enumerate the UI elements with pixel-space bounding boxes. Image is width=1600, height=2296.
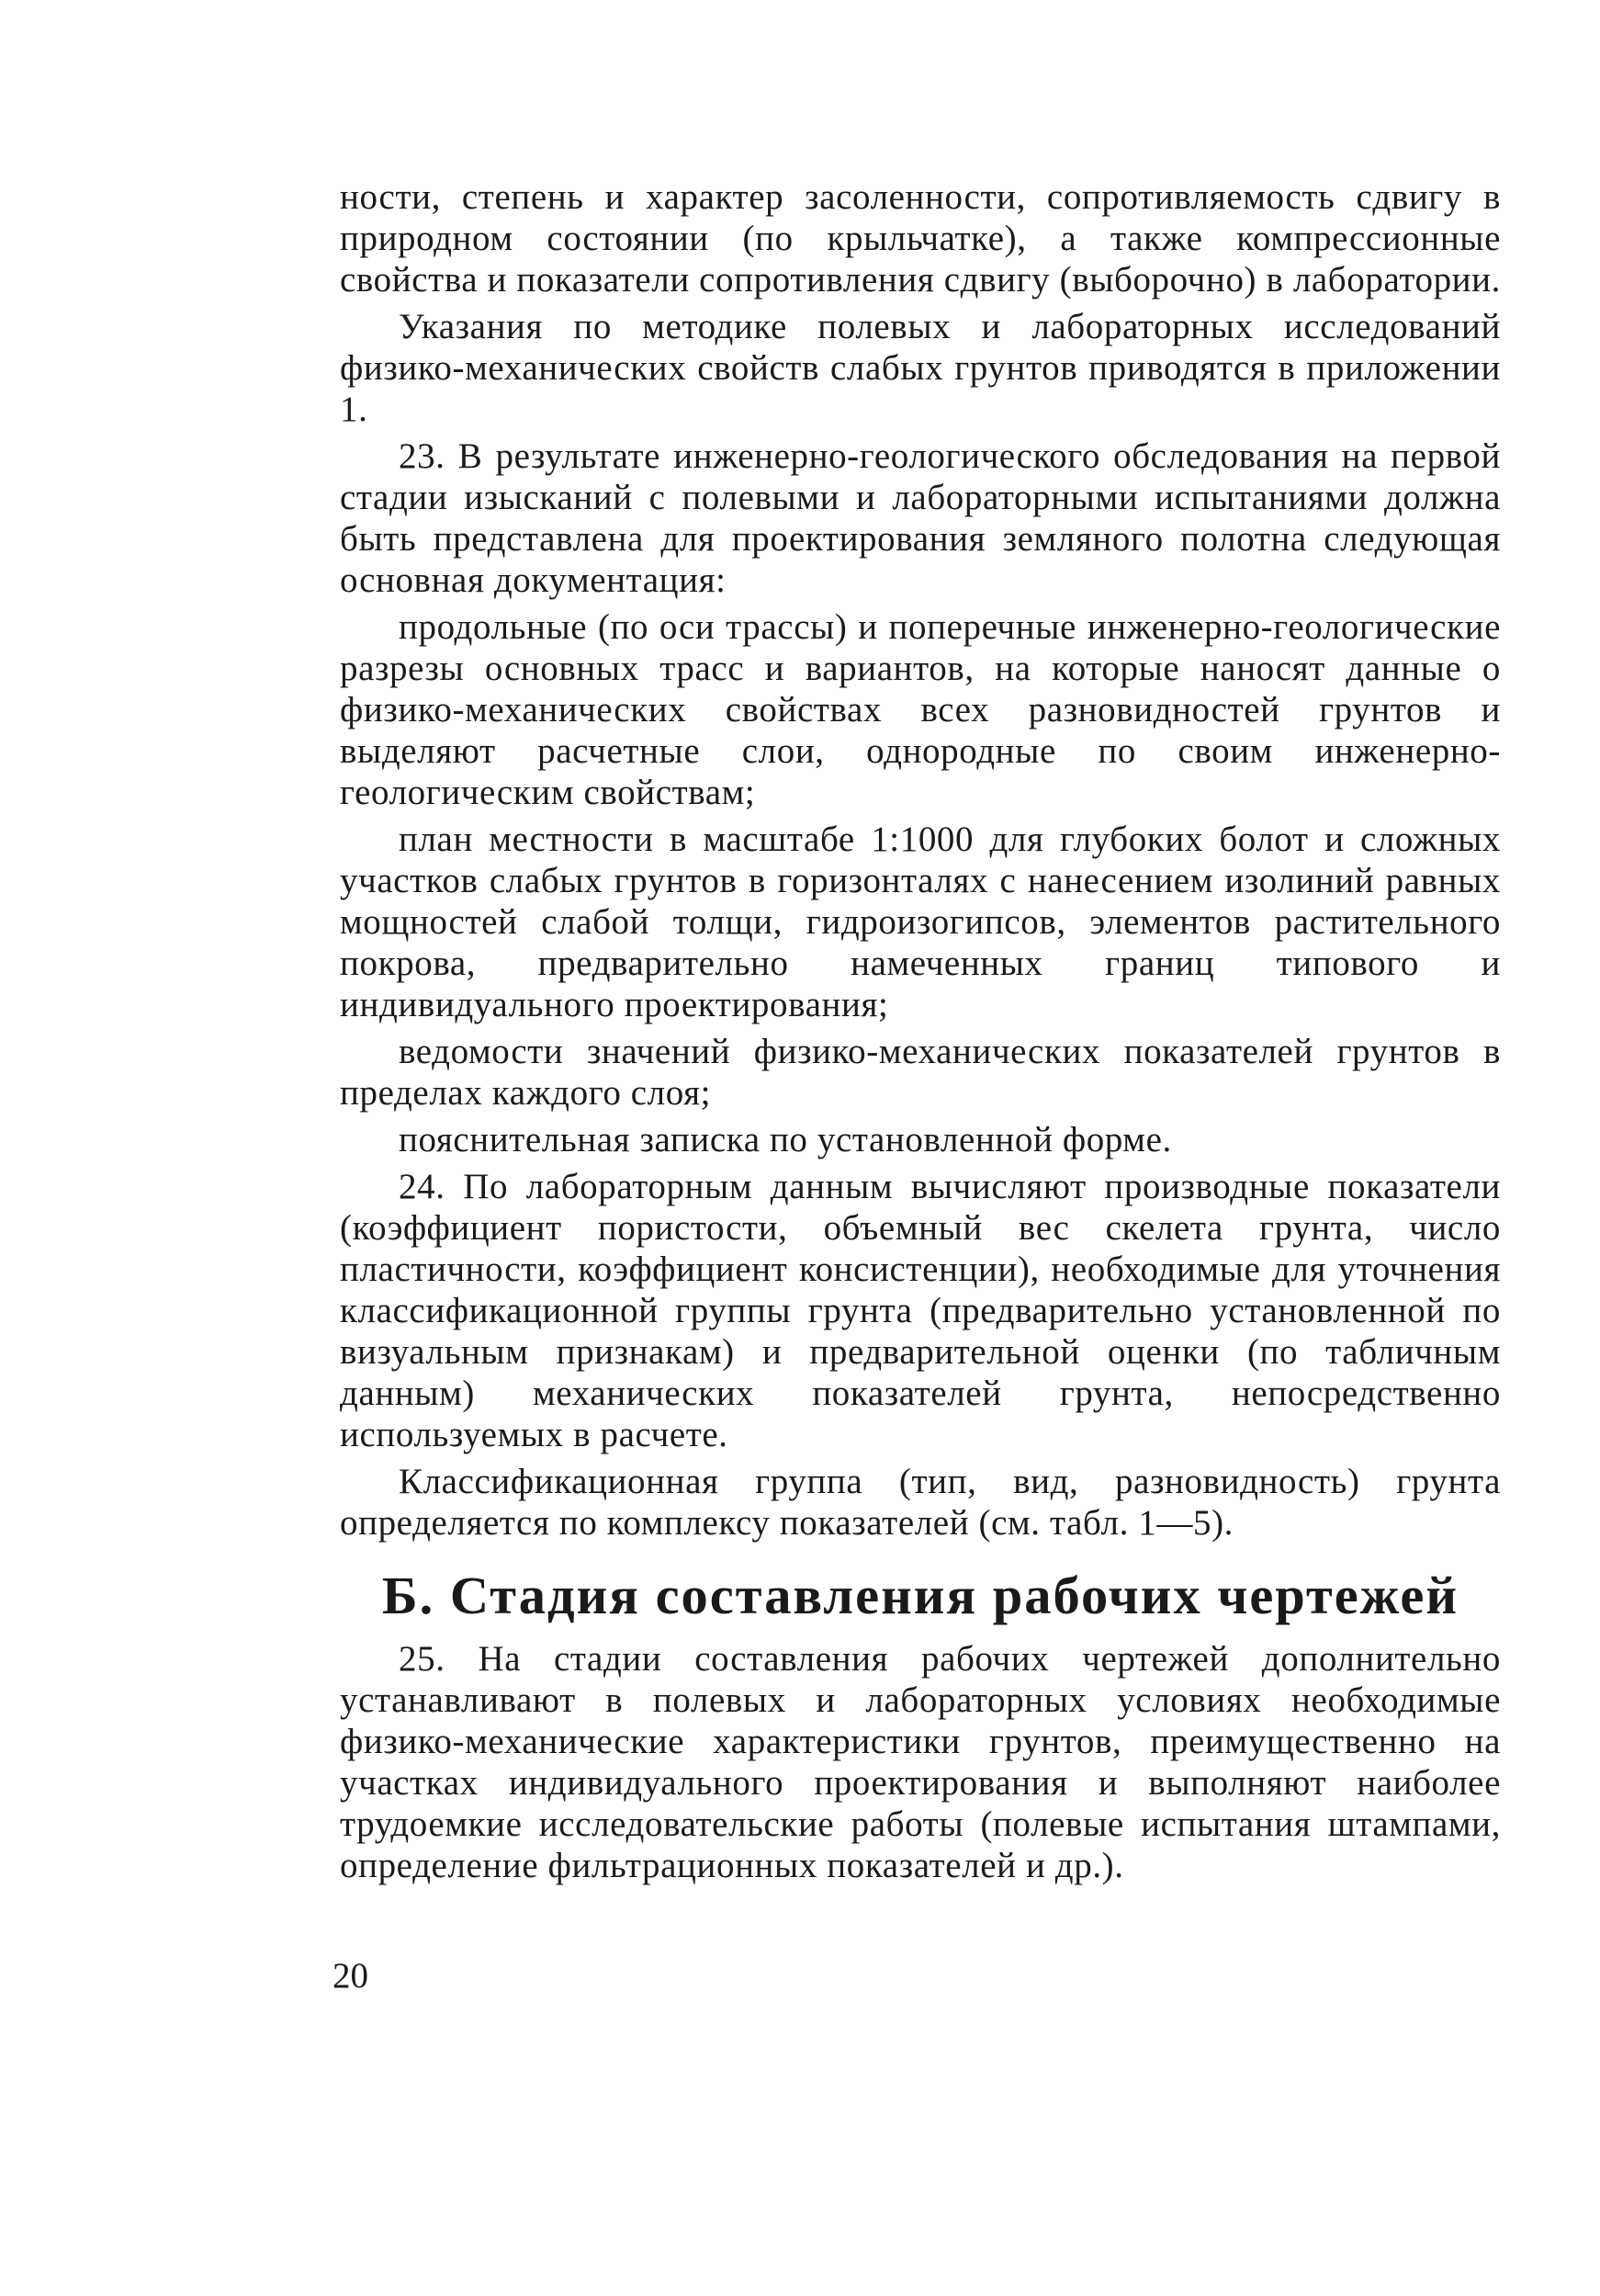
- list-item-statements: ведомости значений физико-механических показателей грунтов в пределах каждого слоя;: [340, 1032, 1501, 1113]
- page-body: [340, 176, 1501, 1892]
- paragraph-25: 25. На стадии составления рабочих чертежей дополнительно устанавливают в полевых и лабораторных условиях необходимые физико-механические характеристики грунтов, преимущественно на участках индивидуального проектирования и выполняют наиболее трудоемкие исследовательские работы (полевые испытания штампами, определение фильтрационных показателей и др.).: [340, 1639, 1501, 1885]
- paragraph-24: 24. По лабораторным данным вычисляют производные показатели (коэффициент пористости, объемный вес скелета грунта, число пластичности, коэффициент консистенции), необходимые для уточнения классификационной группы грунта (предварительно установленной по визуальным признакам) и предварительной оценки (по табличным данным) механических показателей грунта, непосредственно используемых в расчете.: [340, 1167, 1501, 1454]
- list-item-profiles: продольные (по оси трассы) и поперечные инженерно-геологические разрезы основных трасс и вариантов, на которые наносят данные о физико-механических свойствах всех разновидностей грунтов и выделяют расчетные слои, однородные по своим инженерно-геологическим свойствам;: [340, 607, 1501, 812]
- paragraph-continuation: ности, степень и характер засоленности, сопротивляемость сдвигу в природном состоянии (по крыльчатке), а также компрессионные свойства и показатели сопротивления сдвигу (выборочно) в лаборатории.: [340, 177, 1501, 300]
- paragraph-23: 23. В результате инженерно-геологического обследования на первой стадии изысканий с полевыми и лабораторными испытаниями должна быть представлена для проектирования земляного полотна следующая основная документация:: [340, 436, 1501, 600]
- paragraph-methods-reference: Указания по методике полевых и лабораторных исследований физико-механических свойств слабых грунтов приводятся в приложении 1.: [340, 307, 1501, 429]
- list-item-site-plan: план местности в масштабе 1:1000 для глубоких болот и сложных участков слабых грунтов в горизонталях с нанесением изолиний равных мощностей слабой толщи, гидроизогипсов, элементов растительного покрова, предварительно намеченных границ типового и индивидуального проектирования;: [340, 820, 1501, 1024]
- section-heading: Б. Стадия составления рабочих чертежей: [381, 1566, 1459, 1625]
- page-number: 20: [332, 1956, 368, 1996]
- list-item-explanatory-note: пояснительная записка по установленной форме.: [399, 1120, 1172, 1159]
- paragraph-classification: Классификационная группа (тип, вид, разновидность) грунта определяется по комплексу показателей (см. табл. 1—5).: [340, 1462, 1501, 1543]
